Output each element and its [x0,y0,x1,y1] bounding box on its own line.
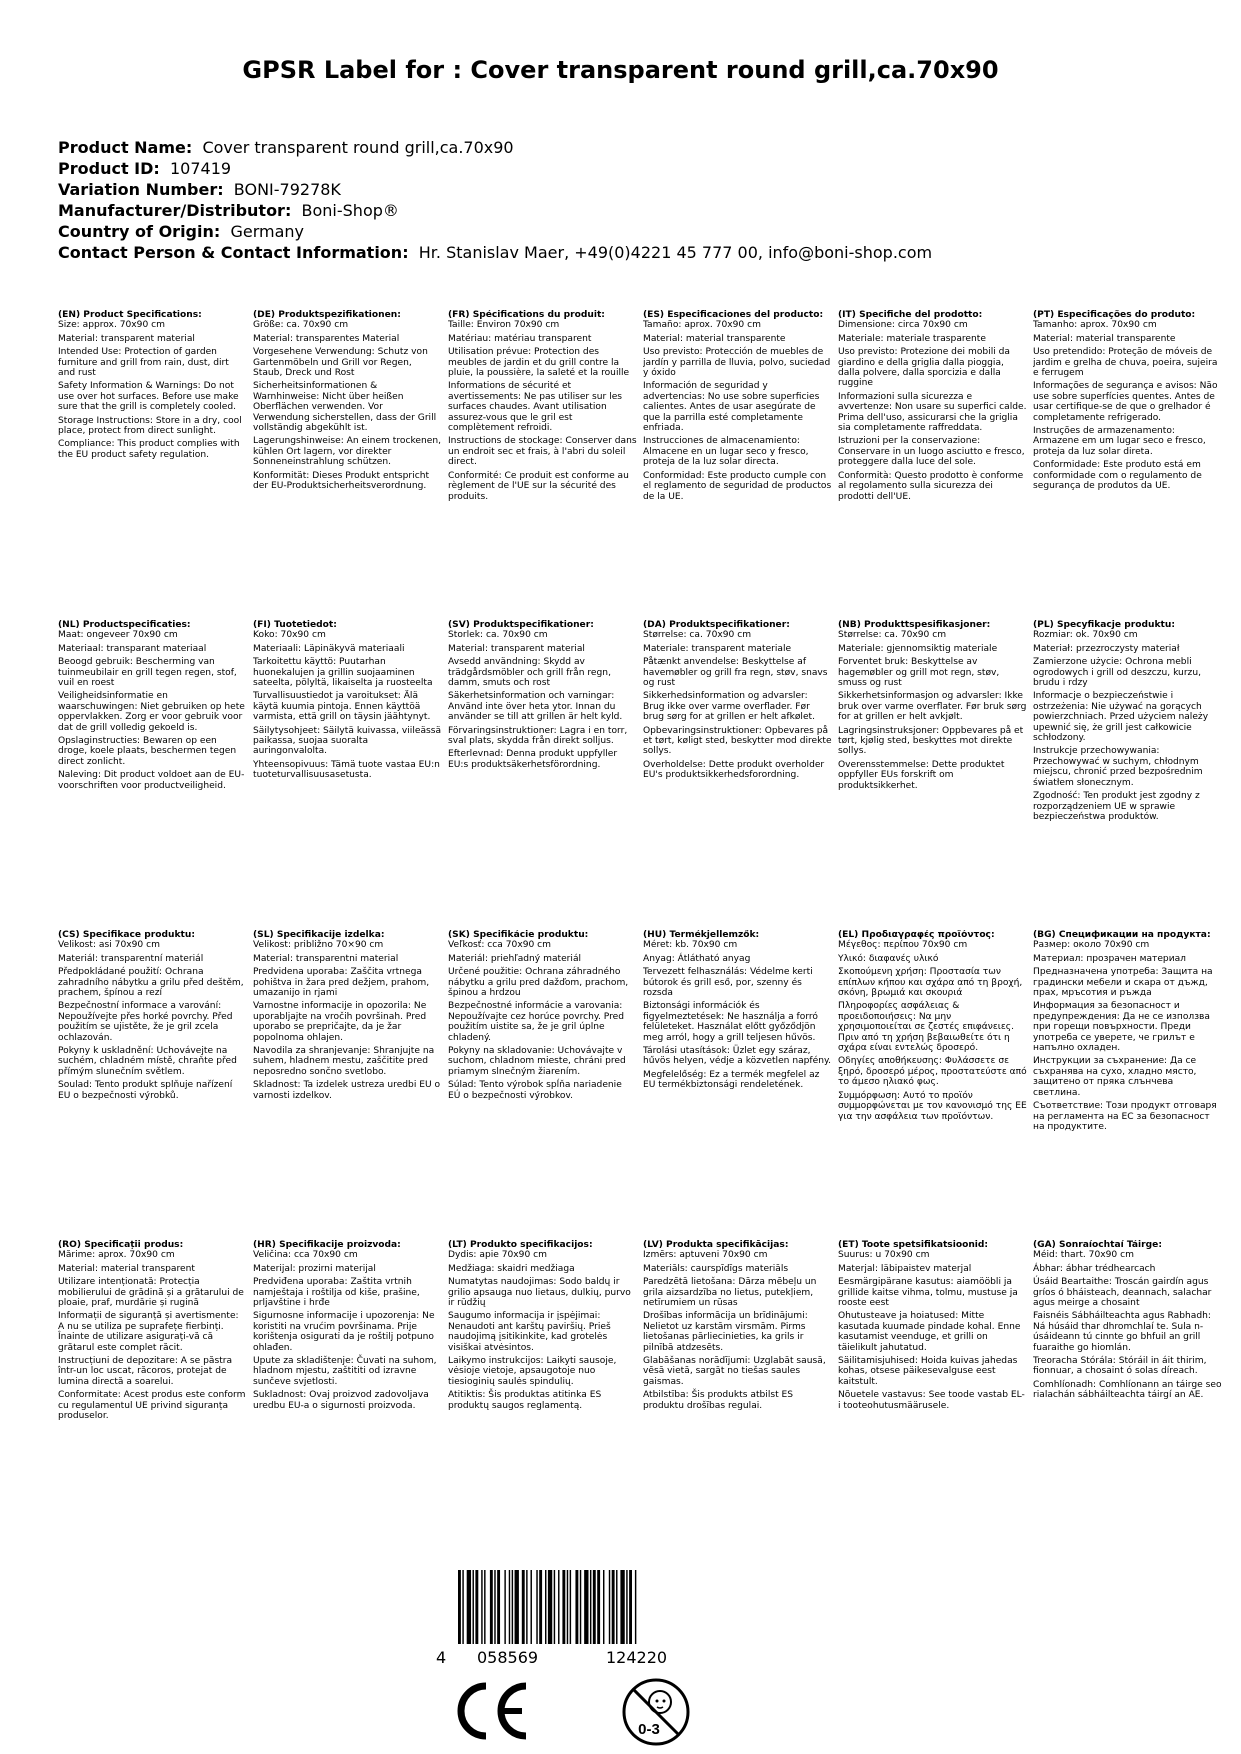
spec-paragraph: Overensstemmelse: Dette produktet oppfyller EUs forskrift om produktsikkerhet. [838,759,1005,791]
spec-paragraph: Συμμόρφωση: Αυτό το προϊόν συμμορφώνεται με τον κανονισμό της ΕΕ για την ασφάλεια των προϊόντων. [838,1090,1027,1122]
barcode-bar [512,1570,513,1644]
barcode-bar [473,1570,474,1644]
spec-paragraph: Materjal: läbipaistev materjal [838,1263,972,1274]
spec-paragraph: Predviđena uporaba: Zaštita vrtnih namještaja i roštilja od kiše, prašine, prljavštine i hrđe [253,1277,420,1309]
spec-paragraph: Forventet bruk: Beskyttelse av hagemøbler og grill mot regn, støv, smuss og rust [838,657,1000,689]
spec-paragraph: Tárolási utasítások: Üzlet egy száraz, hűvös helyen, védje a közvetlen napfény. [643,1046,831,1067]
info-variation-number: Variation Number: BONI-79278K [58,180,341,199]
barcode-bar [536,1570,537,1644]
spec-paragraph: Størrelse: ca. 70x90 cm [838,630,947,641]
info-product-name: Product Name: Cover transparent round grill,ca.70x90 [58,138,514,157]
spec-paragraph: Glabāšanas norādījumi: Uzglabāt sausā, vēsā vietā, sargāt no tiešas saules gaismas. [643,1356,826,1387]
spec-paragraph: Koko: 70x90 cm [253,630,326,641]
spec-paragraph: Treoracha Stórála: Stóráil in áit thirim, fionnuar, a chosaint ó solas díreach. [1033,1356,1207,1377]
spec-paragraph: Предназначена употреба: Защита на градински мебели и скара от дъжд, прах, мръсотия и ръжда [1033,967,1213,999]
spec-paragraph: Ábhar: ábhar trédhearcach [1033,1263,1156,1274]
spec-heading: (BG) Спецификации на продукта: [1033,930,1211,940]
barcode-left-digits: 058569 [477,1648,539,1667]
barcode-bar [475,1570,478,1644]
spec-paragraph: Sikkerhedsinformation og advarsler: Brug ikke over varme overflader. Før brug sørg for at grillen er helt afkølet. [643,691,815,723]
spec-paragraph: Predvidena uporaba: Zaščita vrtnega pohištva in žara pred dežjem, prahom, umazanijo in rjami [253,967,430,999]
spec-paragraph: Conformitate: Acest produs este conform cu regulamentul UE privind siguranța produselor. [58,1390,246,1422]
spec-paragraph: Varnostne informacije in opozorila: Ne uporabljajte na vročih površinah. Pred uporabo se prepričajte, da je žar popolnoma ohlajen. [253,1001,427,1043]
spec-paragraph: Materiale: materiale trasparente [838,333,986,344]
spec-paragraph: Méret: kb. 70x90 cm [643,940,738,951]
spec-paragraph: Material: transparent material [58,333,195,344]
spec-block [838,620,1033,930]
spec-paragraph: Instruções de armazenamento: Armazene em um lugar seco e fresco, proteja da luz solar direta. [1033,426,1206,457]
spec-paragraph: Rozmiar: ok. 70x90 cm [1033,630,1138,641]
spec-paragraph: Suurus: u 70x90 cm [838,1250,930,1261]
spec-paragraph: Materiał: przezroczysty materiał [1033,643,1180,654]
spec-heading: (DA) Produktspecifikationer: [643,620,790,630]
spec-heading: (PT) Especificações do produto: [1033,310,1196,320]
spec-paragraph: Pokyny k uskladnění: Uchovávejte na suchém, chladném místě, chraňte před přímým slunečním světlem. [58,1046,237,1077]
spec-paragraph: Mărime: aprox. 70x90 cm [58,1250,175,1261]
age-warning-icon [620,1676,692,1748]
spec-paragraph: Materiál: transparentní materiál [58,953,204,964]
spec-paragraph: Comhlíonadh: Comhlíonann an táirge seo rialachán sábháilteachta táirgí an AE. [1033,1379,1222,1401]
spec-heading: (PL) Specyfikacje produktu: [1033,620,1175,630]
barcode-bar [531,1570,532,1644]
spec-paragraph: Informações de segurança e avisos: Não use sobre superfícies quentes. Antes de usar certifique-se de que o grelhador é completamente refrigerado. [1033,381,1218,423]
spec-paragraph: Storage Instructions: Store in a dry, cool place, protect from direct sunlight. [58,415,242,437]
spec-heading: (SV) Produktspecifikationer: [448,620,594,630]
spec-paragraph: Sikkerhetsinformasjon og advarsler: Ikke bruk over varme overflater. Før bruk sørg for at grillen er helt avkjølt. [838,691,1027,723]
spec-paragraph: Konformität: Dieses Produkt entspricht der EU-Produktsicherheitsverordnung. [253,470,430,492]
spec-paragraph: Safety Information & Warnings: Do not use over hot surfaces. Before use make sure that the grill is completely cooled. [58,381,239,413]
spec-paragraph: Efterlevnad: Denna produkt uppfyller EU:s produktsäkerhetsförordning. [448,749,618,770]
info-contact: Contact Person & Contact Information: Hr. Stanislav Maer, +49(0)4221 45 777 00, info@boni-shop.com [58,243,933,262]
spec-paragraph: Avsedd användning: Skydd av trädgårdsmöbler och grill från regn, damm, smuts och rost [448,657,611,689]
spec-paragraph: Utilizare intenționată: Protecția mobilierului de grădină și a grătarului de ploaie, praf, murdărie și rugină [58,1277,244,1309]
barcode-bar [612,1570,615,1644]
spec-heading: (NL) Productspecificaties: [58,620,191,630]
spec-paragraph: Compliance: This product complies with the EU product safety regulation. [58,439,240,460]
barcode-bar [509,1570,510,1644]
barcode-bar [522,1570,525,1644]
spec-paragraph: Skladnost: Ta izdelek ustreza uredbi EU o varnosti izdelkov. [253,1080,441,1101]
spec-heading: (GA) Sonraíochtaí Táirge: [1033,1240,1162,1250]
spec-paragraph: Материал: прозрачен материал [1033,953,1186,964]
spec-paragraph: Conformità: Questo prodotto è conforme al regolamento sulla sicurezza dei prodotti dell'UE. [838,470,1024,502]
barcode-bar [462,1570,463,1644]
info-country: Country of Origin: Germany [58,222,304,241]
spec-paragraph: Размер: около 70x90 cm [1033,940,1150,951]
spec-paragraph: Beoogd gebruik: Bescherming van tuinmeubilair en grill tegen regen, stof, vuil en roest [58,657,237,689]
spec-paragraph: Informations de sécurité et avertissements: Ne pas utiliser sur les surfaces chaudes. Avant utilisation assurez-vous que le gril est complètement refroidi. [448,381,623,434]
spec-paragraph: Информация за безопасност и предупреждения: Да не се използва при горещи повърхности. Преди употреба се уверете, че грилът е напълно охладен. [1033,1001,1210,1054]
spec-block [448,620,643,930]
spec-paragraph: Size: approx. 70x90 cm [58,320,165,331]
spec-paragraph: Tamaño: aprox. 70x90 cm [643,320,761,331]
spec-paragraph: Súlad: Tento výrobok spĺňa nariadenie EÚ o bezpečnosti výrobkov. [448,1080,622,1101]
spec-block [58,930,253,1240]
spec-paragraph: Vorgesehene Verwendung: Schutz von Gartenmöbeln und Grill vor Regen, Staub, Dreck und Rost [253,347,428,379]
spec-paragraph: Conformidad: Este producto cumple con el reglamento de seguridad de productos de la UE. [643,470,832,502]
spec-block [253,1240,448,1560]
spec-paragraph: Инструкции за съхранение: Да се съхранява на сухо, хладно място, защитено от пряка слънчева светлина. [1033,1056,1197,1098]
barcode-bar [545,1570,546,1644]
info-manufacturer: Manufacturer/Distributor: Boni-Shop® [58,201,399,220]
spec-paragraph: Material: material transparente [643,333,786,344]
spec-paragraph: Dimensione: circa 70x90 cm [838,320,968,331]
spec-paragraph: Velikost: približno 70×90 cm [253,940,384,951]
spec-paragraph: Material: transparent material [448,643,585,654]
product-info [58,137,932,263]
barcode-bar [515,1570,519,1644]
spec-paragraph: Utilisation prévue: Protection des meubles de jardin et du grill contre la pluie, la poussière, la saleté et la rouille [448,347,630,379]
spec-paragraph: Størrelse: ca. 70x90 cm [643,630,752,641]
spec-paragraph: Atitiktis: Šis produktas atitinka ES produktų saugos reglamentą. [448,1390,602,1411]
label-footer [0,1570,1241,1754]
spec-paragraph: Información de seguridad y advertencias: No use sobre superficies calientes. Antes de usar asegúrate de que la parrilla esté completamente enfriada. [643,381,820,434]
spec-heading: (CS) Specifikace produktu: [58,930,195,940]
spec-paragraph: Tamanho: aprox. 70x90 cm [1033,320,1157,331]
spec-heading: (HR) Specifikacije proizvoda: [253,1240,401,1250]
spec-paragraph: Atbilstība: Šis produkts atbilst ES produktu drošības regulai. [643,1390,794,1411]
spec-paragraph: Úsáid Beartaithe: Troscán gairdín agus gríos ó bháisteach, deannach, salachar agus meirge a chosaint [1033,1277,1212,1309]
spec-heading: (NB) Produkttspesifikasjoner: [838,620,991,630]
spec-block [838,310,1033,620]
spec-block [448,930,643,1240]
spec-paragraph: Opslaginstructies: Bewaren op een droge, koele plaats, beschermen tegen direct zonlicht. [58,736,237,767]
spec-paragraph: Paredzētā lietošana: Dārza mēbeļu un grila aizsardzība no lietus, putekļiem, netīrumiem un rūsas [643,1277,817,1309]
spec-block [58,310,253,620]
spec-heading: (LT) Produkto specifikacijos: [448,1240,593,1250]
spec-paragraph: Storlek: ca. 70x90 cm [448,630,548,641]
spec-paragraph: Conformité: Ce produit est conforme au règlement de l'UE sur la sécurité des produits. [448,470,629,502]
spec-paragraph: Drošības informācija un brīdinājumi: Nelietot uz karstām virsmām. Pirms lietošanas pārliecinieties, ka grils ir pilnībā atdzesēts. [643,1311,808,1353]
spec-grid [58,310,1228,1560]
spec-paragraph: Material: transparentes Material [253,333,400,344]
spec-paragraph: Upute za skladištenje: Čuvati na suhom, hladnom mjestu, zaštititi od izravne sunčeve svjetlosti. [253,1356,437,1387]
barcode-bar [609,1570,610,1644]
spec-paragraph: Turvallisuustiedot ja varoitukset: Älä käytä kuumia pintoja. Ennen käyttöä varmista, että grill on täysin jäähtynyt. [253,691,431,723]
spec-paragraph: Veiligheidsinformatie en waarschuwingen: Niet gebruiken op hete oppervlakken. Zorg er voor gebruik voor dat de grill volledig gekoeld is. [58,691,245,733]
barcode-bar [567,1570,568,1644]
spec-paragraph: Istruzioni per la conservazione: Conservare in un luogo asciutto e fresco, proteggere dalla luce del sole. [838,436,1025,468]
spec-paragraph: Intended Use: Protection of garden furniture and grill from rain, dust, dirt and rust [58,347,229,379]
spec-paragraph: Größe: ca. 70x90 cm [253,320,349,331]
spec-paragraph: Pokyny na skladovanie: Uchovávajte v suchom, chladnom mieste, chráni pred priamym slnečným žiarením. [448,1046,626,1077]
spec-paragraph: Materiāls: caurspīdīgs materiāls [643,1263,789,1274]
spec-block [1033,930,1228,1240]
spec-paragraph: Biztonsági információk és figyelmeztetések: Ne használja a forró felületeket. Használat előtt győződjön meg arról, hogy a grill teljesen hűvös. [643,1001,819,1043]
spec-heading: (IT) Specifiche del prodotto: [838,310,983,320]
spec-block [643,620,838,930]
spec-paragraph: Säilytysohjeet: Säilytä kuivassa, viileässä paikassa, suojaa suoralta auringonvalolta. [253,725,442,757]
barcode-bar [504,1570,505,1644]
barcode-bar [597,1570,600,1644]
spec-block [838,930,1033,1240]
spec-heading: (FI) Tuotetiedot: [253,620,337,630]
spec-paragraph: Σκοπούμενη χρήση: Προστασία των επίπλων κήπου και σχάρα από τη βροχή, σκόνη, βρωμιά και σκουριά [838,967,1023,999]
barcode-bar [494,1570,495,1644]
spec-paragraph: Velikost: asi 70x90 cm [58,940,160,951]
ce-mark-icon [452,1680,532,1742]
barcode-bar [629,1570,632,1644]
barcode-bar [558,1570,559,1644]
spec-heading: (EL) Προδιαγραφές προϊόντος: [838,930,995,940]
spec-paragraph: Navodila za shranjevanje: Shranjujte na suhem, hladnem mestu, zaščitite pred neposredno sončno svetlobo. [253,1046,435,1077]
barcode-bar [467,1570,471,1644]
spec-paragraph: Overholdelse: Dette produkt overholder EU's produktsikkerhedsforordning. [643,759,825,781]
spec-paragraph: Uso pretendido: Proteção de móveis de jardim e grelha de chuva, poeira, sujeira e ferrugem [1033,347,1218,379]
spec-paragraph: Material: material transparente [1033,333,1176,344]
spec-paragraph: Anyag: Átlátható anyag [643,953,751,964]
spec-block [1033,1240,1228,1560]
spec-paragraph: Bezpečnostné informácie a varovania: Nepoužívajte cez horúce povrchy. Pred použitím uistite sa, že je gril úplne chladený. [448,1001,625,1043]
barcode-bar [490,1570,493,1644]
spec-paragraph: Lagringsinstruksjoner: Oppbevares på et tørt, kjølig sted, beskyttes mot direkte sollys. [838,725,1024,757]
spec-heading: (FR) Spécifications du produit: [448,310,605,320]
barcode-bar [593,1570,596,1644]
spec-paragraph: Faisnéis Sábháilteachta agus Rabhadh: Ná húsáid thar dhromchlaí te. Sula n-úsáideann tú cinnte go bhfuil an grill fuaraithe go hiomlán. [1033,1311,1211,1353]
spec-block [448,310,643,620]
barcode-bar [497,1570,500,1644]
spec-paragraph: Veľkosť: cca 70x90 cm [448,940,552,951]
spec-block [838,1240,1033,1560]
barcode-bar [484,1570,485,1644]
barcode-lead-digit: 4 [436,1648,447,1667]
spec-heading: (ET) Toote spetsifikatsioonid: [838,1240,989,1250]
spec-paragraph: Materijal: prozirni materijal [253,1263,376,1274]
spec-block [643,930,838,1240]
spec-paragraph: Sicherheitsinformationen & Warnhinweise: Nicht über heißen Oberflächen verwenden. Vor Verwendung sicherstellen, dass der Grill vollständig abgekühlt ist. [253,381,437,434]
spec-paragraph: Material: transparentni material [253,953,399,964]
barcode-bar [526,1570,527,1644]
spec-block [253,310,448,620]
spec-paragraph: Säkerhetsinformation och varningar: Använd inte över heta ytor. Innan du använder se till att grillen är helt kyld. [448,691,623,723]
barcode [456,1570,732,1644]
spec-block [448,1240,643,1560]
spec-paragraph: Sukladnost: Ovaj proizvod zadovoljava uredbu EU-a o sigurnosti proizvoda. [253,1390,429,1411]
barcode-bar [603,1570,604,1644]
info-product-id: Product ID: 107419 [58,159,232,178]
barcode-bar [616,1570,617,1644]
spec-paragraph: Съответствие: Този продукт отговаря на регламента на ЕС за безопасност на продуктите. [1033,1101,1217,1132]
spec-paragraph: Sigurnosne informacije i upozorenja: Ne koristiti na vrućim površinama. Prije korištenja osigurati da je roštilj potpuno ohlađen. [253,1311,435,1353]
spec-paragraph: Tarkoitettu käyttö: Puutarhan huonekalujen ja grillin suojaaminen sateelta, pölyltä, likaiselta ja ruosteelta [253,657,433,689]
spec-paragraph: Uso previsto: Protección de muebles de jardín y parrilla de lluvia, polvo, suciedad y óxido [643,347,831,379]
spec-paragraph: Instructions de stockage: Conserver dans un endroit sec et frais, à l'abri du soleil direct. [448,436,637,468]
spec-paragraph: Instrukcje przechowywania: Przechowywać w suchym, chłodnym miejscu, chronić przed bezpośrednim światłem słonecznym. [1033,746,1203,788]
spec-block [643,310,838,620]
barcode-bar [562,1570,565,1644]
spec-heading: (SK) Špecifikácie produktu: [448,930,589,940]
spec-paragraph: Informații de siguranță și avertismente: A nu se utiliza pe suprafețe fierbinți. Înainte de utilizare asigurați-vă că grătarul este complet răcit. [58,1311,239,1353]
spec-paragraph: Materiale: transparent materiale [643,643,792,654]
spec-block [253,620,448,930]
spec-paragraph: Påtænkt anvendelse: Beskyttelse af havemøbler og grill fra regn, støv, snavs og rust [643,657,828,689]
spec-paragraph: Conformidade: Este produto está em conformidade com o regulamento de segurança de produtos da UE. [1033,460,1202,492]
page-title: GPSR Label for : Cover transparent round grill,ca.70x90 [242,56,999,84]
spec-heading: (EN) Product Specifications: [58,310,202,320]
spec-paragraph: Medžiaga: skaidri medžiaga [448,1263,575,1274]
barcode-bar [570,1570,571,1644]
spec-paragraph: Předpokládané použití: Ochrana zahradního nábytku a grilu před deštěm, prachem, špínou a rezí [58,967,244,999]
spec-heading: (ES) Especificaciones del producto: [643,310,824,320]
spec-paragraph: Υλικό: διαφανές υλικό [838,953,939,964]
spec-paragraph: Saugumo informacija ir įspėjimai: Nenaudoti ant karštų paviršių. Prieš naudojimą įsitikinkite, kad grotelės visiškai atvėsintos. [448,1311,611,1353]
spec-paragraph: Méid: thart. 70x90 cm [1033,1250,1134,1261]
barcode-bar [481,1570,482,1644]
spec-paragraph: Materiál: priehľadný materiál [448,953,582,964]
spec-paragraph: Veličina: cca 70x90 cm [253,1250,358,1261]
spec-paragraph: Soulad: Tento produkt splňuje nařízení EU o bezpečnosti výrobků. [58,1080,233,1101]
spec-paragraph: Materiaal: transparant materiaal [58,643,207,654]
spec-paragraph: Dydis: apie 70x90 cm [448,1250,548,1261]
spec-paragraph: Izmērs: aptuveni 70x90 cm [643,1250,768,1261]
barcode-bar [575,1570,578,1644]
spec-paragraph: Instrucțiuni de depozitare: A se păstra într-un loc uscat, răcoros, protejat de lumina directă a soarelui. [58,1356,233,1387]
spec-paragraph: Opbevaringsinstruktioner: Opbevares på et tørt, køligt sted, beskytter mod direkte sollys. [643,725,832,757]
spec-paragraph: Zgodność: Ten produkt jest zgodny z rozporządzeniem UE w sprawie bezpieczeństwa produktów. [1033,791,1200,822]
barcode-bar [539,1570,542,1644]
spec-paragraph: Ohutusteave ja hoiatused: Mitte kasutada kuumade pindade kohal. Enne kasutamist veenduge, et grilli on täielikult jahutatud. [838,1311,1021,1353]
spec-heading: (HU) Termékjellemzők: [643,930,760,940]
spec-paragraph: Megfelelőség: Ez a termék megfelel az EU termékbiztonsági rendeletének. [643,1069,820,1091]
spec-block [643,1240,838,1560]
spec-block [1033,620,1228,930]
spec-block [58,1240,253,1560]
spec-paragraph: Numatytas naudojimas: Sodo baldų ir grilio apsauga nuo lietaus, dulkių, purvo ir rūdžių [448,1277,631,1309]
barcode-bar [584,1570,588,1644]
spec-block [58,620,253,930]
spec-paragraph: Informacje o bezpieczeństwie i ostrzeżenia: Nie używać na gorących powierzchniach. Przed użyciem należy upewnić się, że grill jest całkowicie schłodzony. [1033,691,1209,744]
spec-block [1033,310,1228,620]
spec-paragraph: Material: material transparent [58,1263,195,1274]
barcode-bar [635,1570,636,1644]
spec-paragraph: Yhteensopivuus: Tämä tuote vastaa EU:n tuoteturvallisuusasetusta. [253,759,440,781]
barcode-bar [620,1570,624,1644]
spec-paragraph: Určené použitie: Ochrana záhradného nábytku a grilu pred dažďom, prachom, špinou a hrdzou [448,967,629,999]
spec-paragraph: Bezpečnostní informace a varování: Nepoužívejte přes horké povrchy. Před použitím se ujistěte, že je gril zcela ochlazován. [58,1001,233,1043]
spec-paragraph: Materiale: gjennomsiktig materiale [838,643,998,654]
spec-paragraph: Maat: ongeveer 70x90 cm [58,630,178,641]
barcode-bar [554,1570,555,1644]
spec-paragraph: Lagerungshinweise: An einem trockenen, kühlen Ort lagern, vor direkter Sonneneinstrahlung schützen. [253,436,442,468]
age-warning-text: 0-3 [638,1721,660,1738]
spec-paragraph: Materiaali: Läpinäkyvä materiaali [253,643,405,654]
spec-paragraph: Instrucciones de almacenamiento: Almacene en un lugar seco y fresco, proteja de la luz solar directa. [643,436,809,468]
spec-block [253,930,448,1240]
spec-heading: (RO) Specificații produs: [58,1240,184,1250]
spec-paragraph: Säilitamisjuhised: Hoida kuivas jahedas kohas, otsese päikesevalguse eest kaitstult. [838,1356,1018,1387]
spec-paragraph: Πληροφορίες ασφάλειας & προειδοποιήσεις: Να μην χρησιμοποιείται σε ζεστές επιφάνειες. Πριν από τη χρήση βεβαιωθείτε ότι η σχάρα είναι εντελώς δροσερό. [838,1001,1015,1054]
spec-paragraph: Zamierzone użycie: Ochrona mebli ogrodowych i grill od deszczu, kurzu, brudu i rdzy [1033,657,1201,689]
spec-paragraph: Matériau: matériau transparent [448,333,592,344]
spec-heading: (SL) Specifikacije izdelka: [253,930,385,940]
barcode-bar [548,1570,552,1644]
spec-paragraph: Laikymo instrukcijos: Laikyti sausoje, vėsioje vietoje, apsaugotoje nuo tiesioginių saulės spindulių. [448,1356,617,1387]
barcode-bar [580,1570,581,1644]
barcode-bar [458,1570,461,1644]
spec-paragraph: Taille: Environ 70x90 cm [448,320,560,331]
spec-paragraph: Naleving: Dit product voldoet aan de EU-voorschriften voor productveiligheid. [58,770,245,791]
barcode-bar [626,1570,627,1644]
spec-paragraph: Förvaringsinstruktioner: Lagra i en torr, sval plats, skydda från direkt solljus. [448,725,628,747]
spec-paragraph: Eesmärgipärane kasutus: aiamööbli ja grillide kaitse vihma, tolmu, mustuse ja rooste eest [838,1277,1018,1309]
spec-paragraph: Nõuetele vastavus: See toode vastab EL-i tooteohutusmäärusele. [838,1390,1025,1411]
barcode-bar [590,1570,591,1644]
spec-heading: (LV) Produkta specifikācijas: [643,1240,789,1250]
spec-paragraph: Informazioni sulla sicurezza e avvertenze: Non usare su superfici calde. Prima dell'uso, assicurarsi che la griglia sia completamente raffreddata. [838,391,1027,434]
spec-paragraph: Οδηγίες αποθήκευσης: Φυλάσσετε σε ξηρό, δροσερό μέρος, προστατεύστε από το άμεσο ηλιακό φως. [838,1056,1027,1088]
spec-paragraph: Tervezett felhasználás: Védelme kerti bútorok és grill eső, por, szenny és rozsda [643,967,813,999]
spec-paragraph: Uso previsto: Protezione dei mobili da giardino e della griglia dalla pioggia, dalla polvere, dalla sporcizia e dalla ruggine [838,347,1010,389]
spec-paragraph: Μέγεθος: περίπου 70x90 cm [838,940,968,951]
spec-heading: (DE) Produktspezifikationen: [253,310,401,320]
barcode-right-digits: 124220 [606,1648,668,1667]
